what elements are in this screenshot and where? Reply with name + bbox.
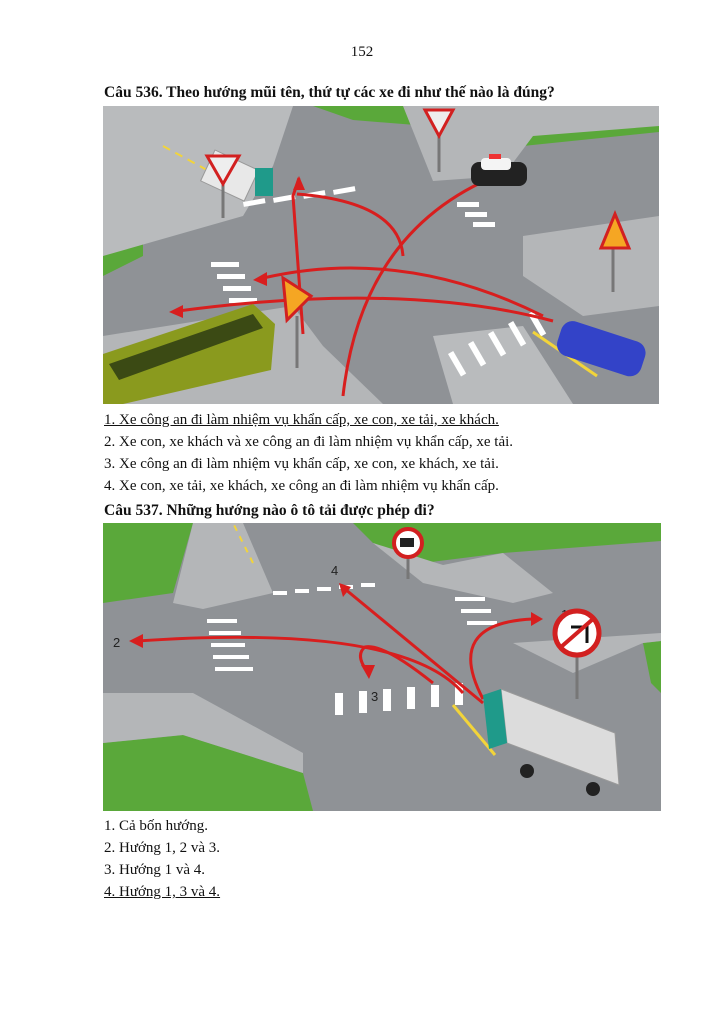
- question-536-option-1: 1. Xe công an đi làm nhiệm vụ khẩn cấp, xe con, xe tải, xe khách.: [104, 412, 499, 428]
- direction-label-3: 3: [371, 689, 379, 704]
- question-536-figure: [103, 106, 659, 404]
- question-537-figure: [103, 523, 661, 811]
- question-536-option-2: 2. Xe con, xe khách và xe công an đi làm nhiệm vụ khẩn cấp, xe tải.: [104, 434, 514, 450]
- question-537-option-4: 4. Hướng 1, 3 và 4.: [104, 884, 221, 900]
- direction-label-2: 2: [113, 635, 121, 650]
- question-536-title: Câu 536. Theo hướng mũi tên, thứ tự các xe đi như thế nào là đúng?: [104, 84, 555, 101]
- direction-label-4: 4: [331, 563, 339, 578]
- question-536-option-4: 4. Xe con, xe tải, xe khách, xe công an đi làm nhiệm vụ khẩn cấp.: [104, 478, 499, 494]
- question-537-option-2: 2. Hướng 1, 2 và 3.: [104, 840, 221, 856]
- question-537-option-1: 1. Cả bốn hướng.: [104, 818, 208, 834]
- page-number: 152: [350, 44, 374, 60]
- question-537-option-3: 3. Hướng 1 và 4.: [104, 862, 206, 878]
- question-536-option-3: 3. Xe công an đi làm nhiệm vụ khẩn cấp, xe con, xe khách, xe tải.: [104, 456, 499, 472]
- question-537-title: Câu 537. Những hướng nào ô tô tải được phép đi?: [104, 502, 435, 519]
